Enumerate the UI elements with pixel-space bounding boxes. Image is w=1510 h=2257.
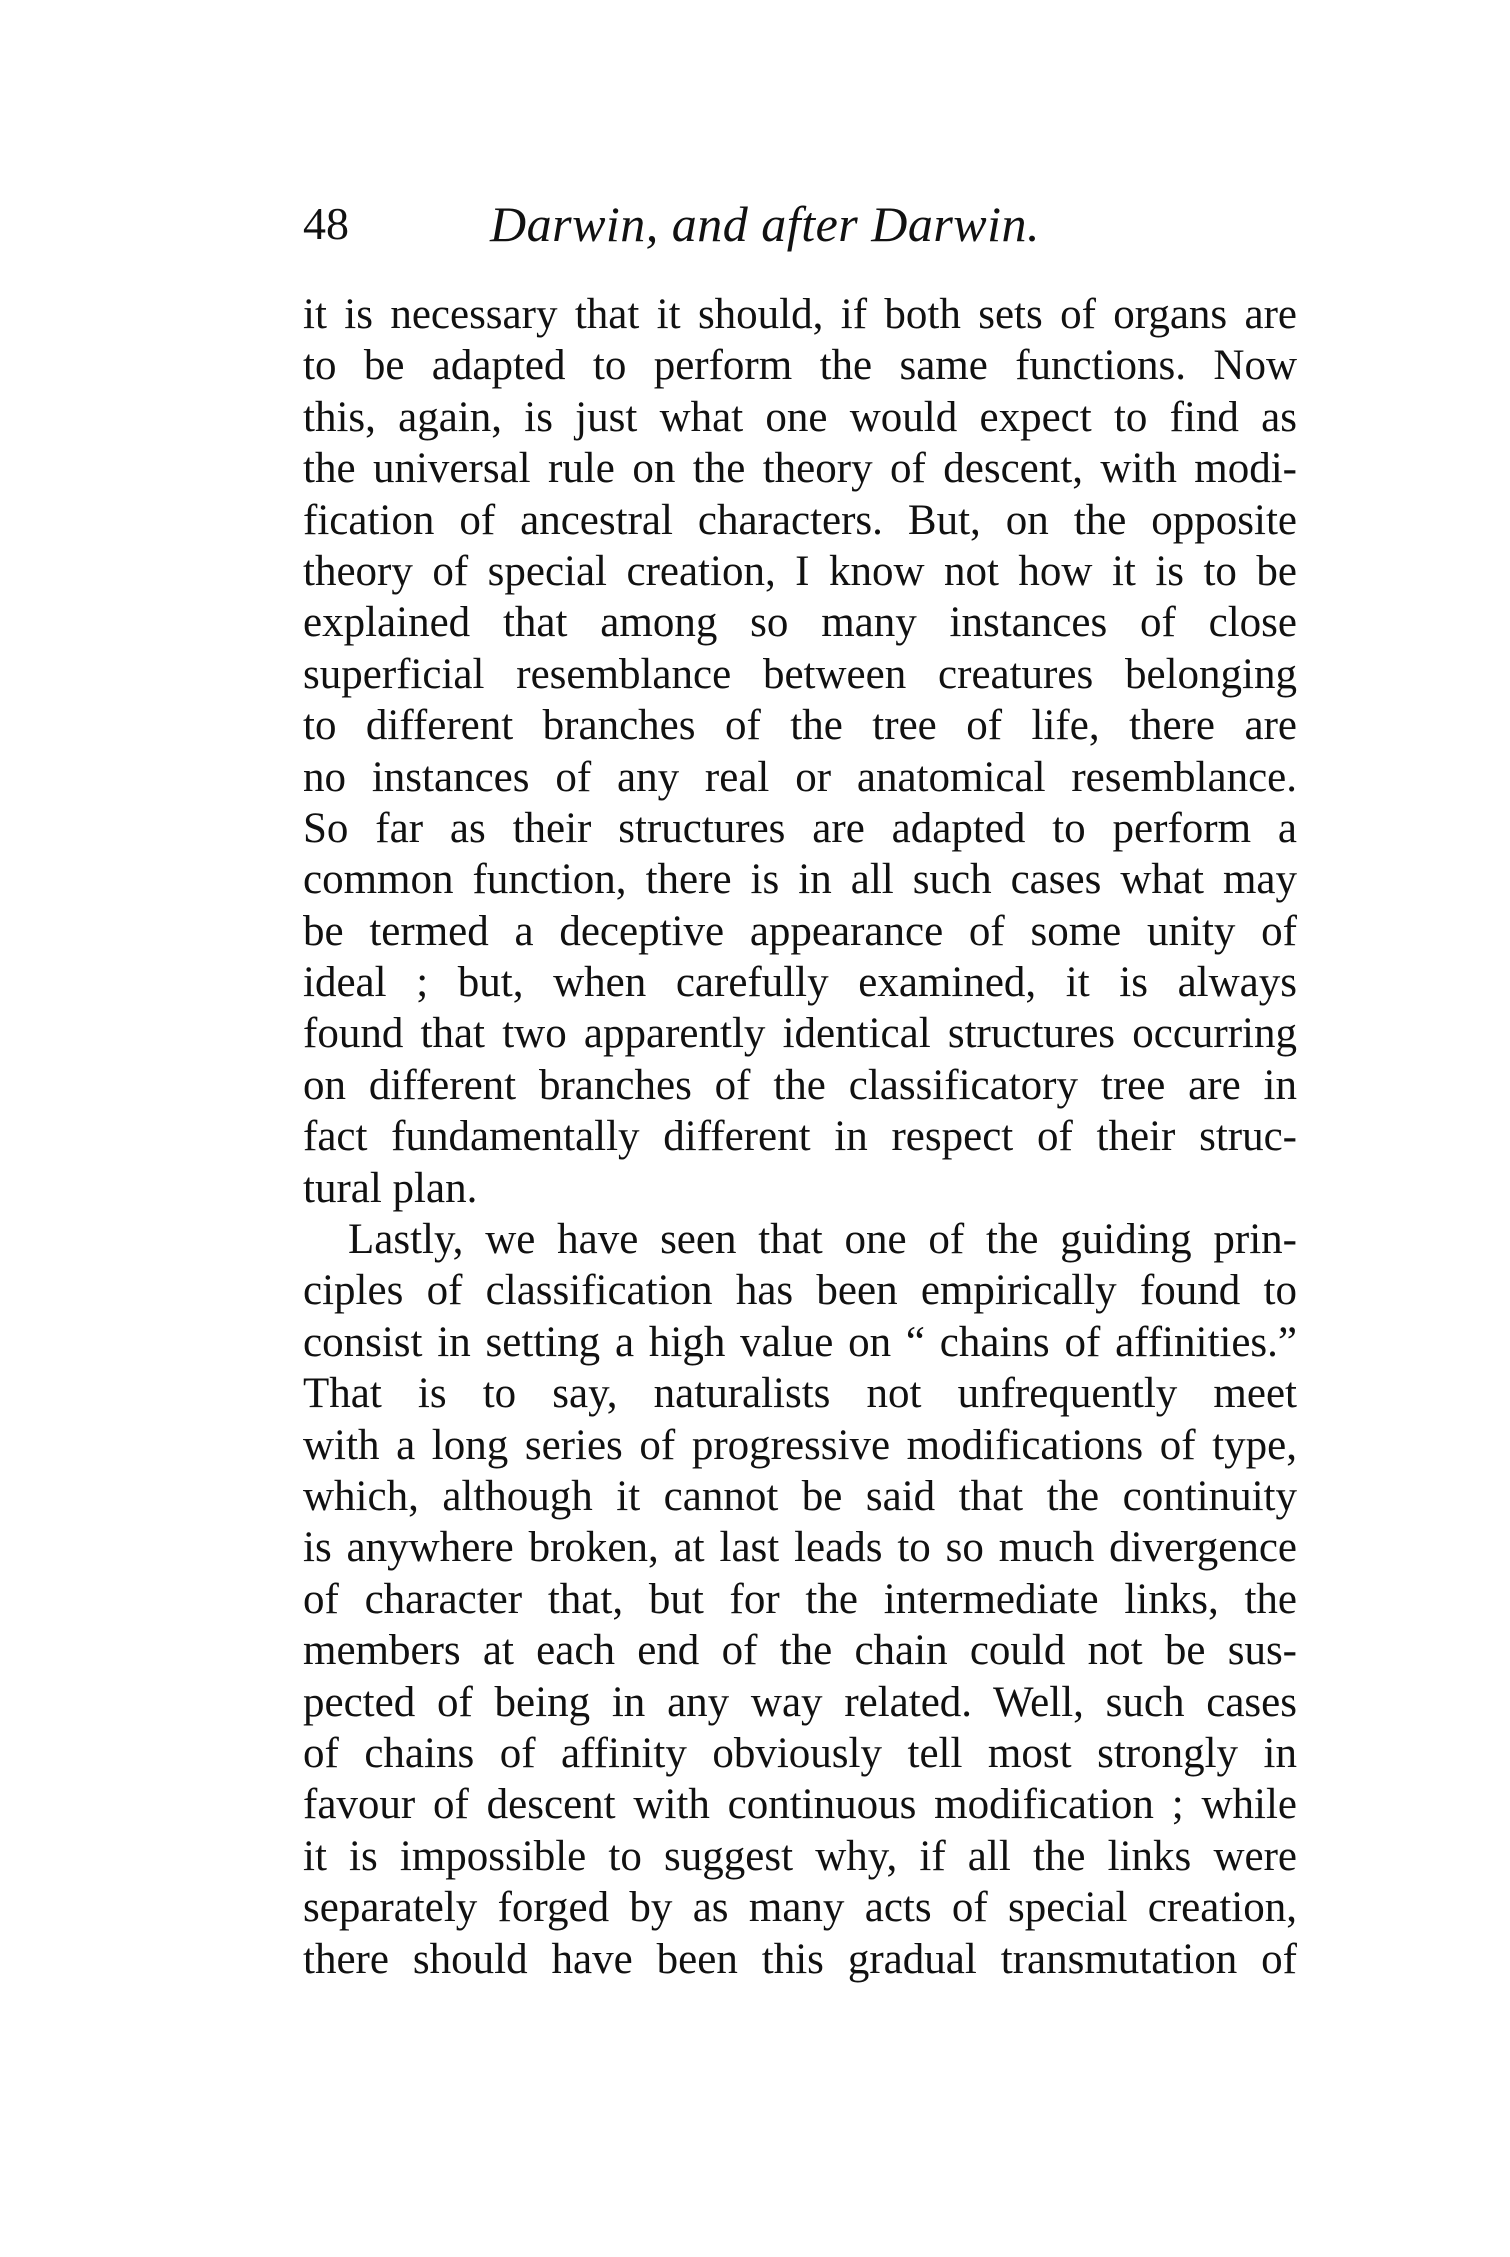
text-line: explained that among so many instances of close: [303, 599, 1297, 647]
text-line: superficial resemblance between creatures belonging: [303, 650, 1297, 698]
text-line: of character that, but for the intermediate links, the: [303, 1575, 1297, 1623]
text-line: which, although it cannot be said that the continuity: [303, 1472, 1297, 1520]
text-line: to be adapted to perform the same functions. Now: [303, 342, 1297, 390]
text-line: pected of being in any way related. Well, such cases: [303, 1678, 1297, 1726]
text-line: separately forged by as many acts of special creation,: [303, 1884, 1297, 1932]
text-line: it is necessary that it should, if both sets of organs are: [303, 291, 1297, 338]
text-line: there should have been this gradual transmutation of: [303, 1935, 1297, 1983]
text-line: favour of descent with continuous modification ; while: [303, 1781, 1297, 1829]
paragraph-end-line: tural plan.: [303, 1164, 478, 1212]
running-head: [303, 196, 1103, 252]
text-line: common function, there is in all such cases what may: [303, 856, 1297, 904]
text-line: So far as their structures are adapted to perform a: [303, 804, 1297, 852]
text-line: this, again, is just what one would expect to find as: [303, 393, 1297, 441]
running-title: Darwin, and after Darwin.: [490, 196, 1041, 252]
text-line: on different branches of the classificatory tree are in: [303, 1061, 1297, 1109]
text-line: be termed a deceptive appearance of some unity of: [303, 907, 1297, 955]
text-line: no instances of any real or anatomical resemblance.: [303, 753, 1297, 801]
page-number: 48: [303, 198, 349, 249]
text-line: ideal ; but, when carefully examined, it is always: [303, 959, 1297, 1007]
text-line: fication of ancestral characters. But, on the opposite: [303, 496, 1297, 544]
paragraph-start-line: Lastly, we have seen that one of the guiding prin-: [348, 1216, 1297, 1264]
body-text: [303, 289, 1297, 1985]
text-line: fact fundamentally different in respect of their struc-: [303, 1113, 1297, 1161]
text-line: to different branches of the tree of life, there are: [303, 702, 1297, 750]
text-line: consist in setting a high value on “ chains of affinities.”: [303, 1318, 1297, 1366]
text-line: That is to say, naturalists not unfrequently meet: [303, 1370, 1297, 1418]
text-line: is anywhere broken, at last leads to so much divergence: [303, 1524, 1297, 1572]
text-line: ciples of classification has been empirically found to: [303, 1267, 1297, 1315]
text-line: found that two apparently identical structures occurring: [303, 1010, 1297, 1058]
text-line: members at each end of the chain could not be sus-: [303, 1627, 1297, 1675]
text-line: with a long series of progressive modifications of type,: [303, 1421, 1297, 1469]
text-line: the universal rule on the theory of descent, with modi-: [303, 445, 1297, 493]
text-line: theory of special creation, I know not how it is to be: [303, 547, 1297, 595]
text-line: it is impossible to suggest why, if all the links were: [303, 1832, 1297, 1880]
text-line: of chains of affinity obviously tell most strongly in: [303, 1729, 1297, 1777]
